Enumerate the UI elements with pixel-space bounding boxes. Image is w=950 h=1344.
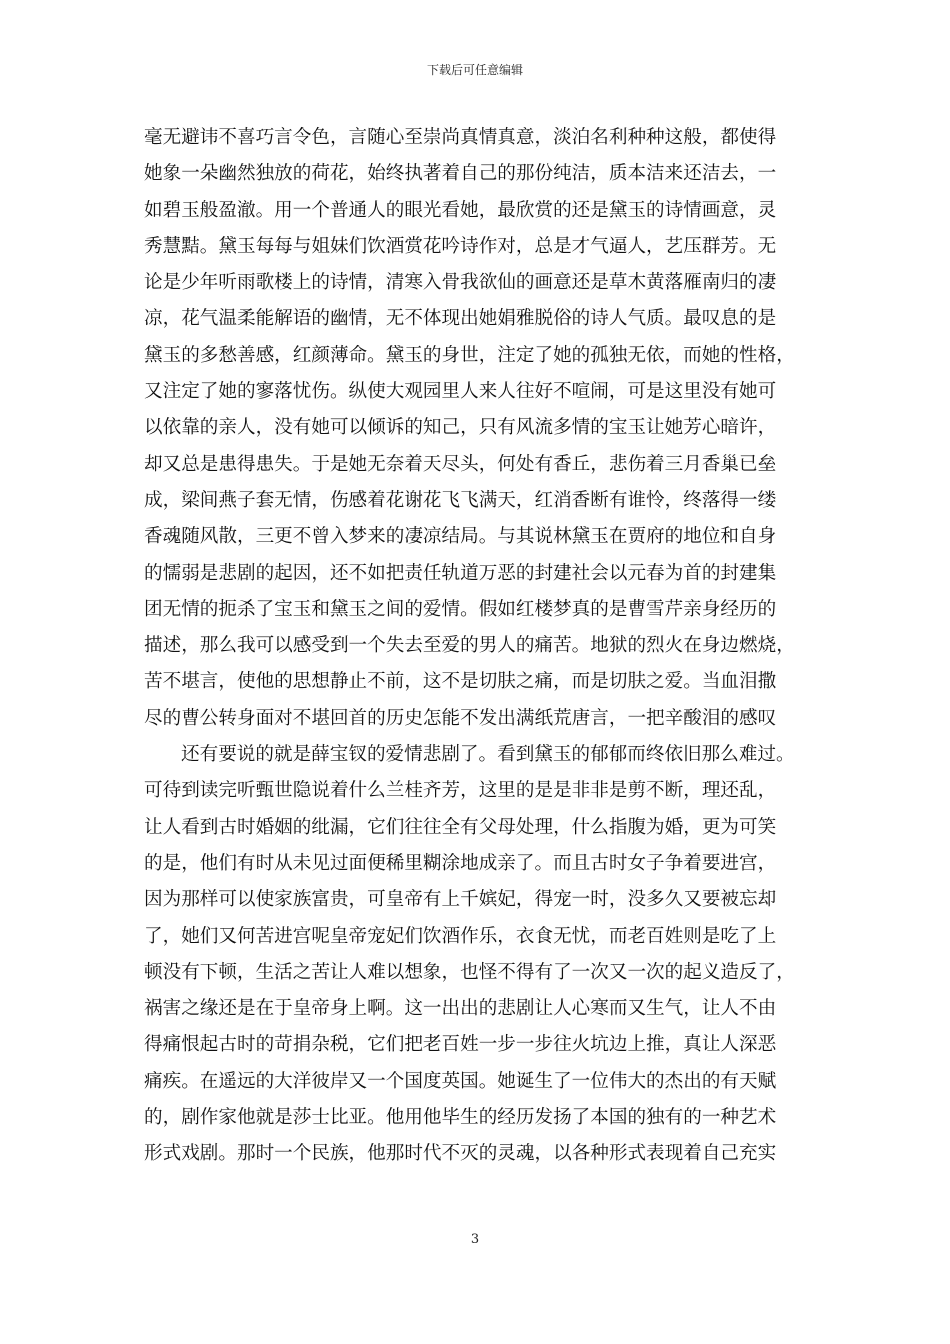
text-line: 尽的曹公转身面对不堪回首的历史怎能不发出满纸荒唐言，一把辛酸泪的感叹 [144,707,777,729]
text-line: 团无情的扼杀了宝玉和黛玉之间的爱情。假如红楼梦真的是曹雪芹亲身经历的 [144,598,777,620]
text-line: 苦不堪言，使他的思想静止不前，这不是切肤之痛，而是切肤之爱。当血泪撒 [144,671,777,693]
text-line: 以依靠的亲人，没有她可以倾诉的知己，只有风流多情的宝玉让她芳心暗许， [144,417,777,439]
text-line: 香魂随风散，三更不曾入梦来的凄凉结局。与其说林黛玉在贾府的地位和自身 [144,526,777,548]
text-line: 又注定了她的寥落忧伤。纵使大观园里人来人往好不喧闹，可是这里没有她可 [144,381,777,403]
page-header: 下载后可任意编辑 [426,63,523,77]
text-line: 可待到读完听甄世隐说着什么兰桂齐芳，这里的是是非非是剪不断，理还乱， [144,780,777,802]
text-line: 祸害之缘还是在于皇帝身上啊。这一出出的悲剧让人心寒而又生气，让人不由 [144,998,777,1020]
text-line: 了，她们又何苦进宫呢皇帝宠妃们饮酒作乐，衣食无忧，而老百姓则是吃了上 [144,925,777,947]
text-line: 痛疾。在遥远的大洋彼岸又一个国度英国。她诞生了一位伟大的杰出的有天赋 [144,1070,777,1092]
paragraph-first-line: 还有要说的就是薛宝钗的爱情悲剧了。看到黛玉的郁郁而终依旧那么难过。 [181,744,795,766]
text-line: 得痛恨起古时的苛捐杂税，它们把老百姓一步一步往火坑边上推，真让人深恶 [144,1034,777,1056]
document-body [144,120,808,1173]
text-line: 的懦弱是悲剧的起因，还不如把责任轨道万恶的封建社会以元春为首的封建集 [144,562,777,584]
text-line: 却又总是患得患失。于是她无奈着天尽头，何处有香丘，悲伤着三月香巢已垒 [144,453,777,475]
text-line: 她象一朵幽然独放的荷花，始终执著着自己的那份纯洁，质本洁来还洁去，一 [144,163,777,185]
text-line: 因为那样可以使家族富贵，可皇帝有上千嫔妃，得宠一时，没多久又要被忘却 [144,889,777,911]
text-line: 的是，他们有时从未见过面便稀里糊涂地成亲了。而且古时女子争着要进宫， [144,852,777,874]
text-line: 顿没有下顿，生活之苦让人难以想象，也怪不得有了一次又一次的起义造反了， [144,961,795,983]
text-line: 让人看到古时婚姻的纰漏，它们往往全有父母处理，什么指腹为婚，更为可笑 [144,816,777,838]
text-line: 形式戏剧。那时一个民族，他那时代不灭的灵魂，以各种形式表现着自己充实 [144,1143,777,1165]
text-line: 论是少年听雨歌楼上的诗情，清寒入骨我欲仙的画意还是草木黄落雁南归的凄 [144,272,777,294]
text-line: 成，梁间燕子套无情，伤感着花谢花飞飞满天，红消香断有谁怜，终落得一缕 [144,489,777,511]
text-line: 黛玉的多愁善感，红颜薄命。黛玉的身世，注定了她的孤独无依，而她的性格， [144,344,795,366]
page-number: 3 [470,1232,480,1247]
text-line: 秀慧黠。黛玉每每与姐妹们饮酒赏花吟诗作对，总是才气逼人，艺压群芳。无 [144,235,777,257]
text-line: 描述，那么我可以感受到一个失去至爱的男人的痛苦。地狱的烈火在身边燃烧， [144,635,795,657]
text-line: 的，剧作家他就是莎士比亚。他用他毕生的经历发扬了本国的独有的一种艺术 [144,1107,777,1129]
text-line: 如碧玉般盈澈。用一个普通人的眼光看她，最欣赏的还是黛玉的诗情画意，灵 [144,199,777,221]
text-line: 凉，花气温柔能解语的幽情，无不体现出她娟雅脱俗的诗人气质。最叹息的是 [144,308,777,330]
text-line: 毫无避讳不喜巧言令色，言随心至崇尚真情真意，淡泊名利种种这般，都使得 [144,127,777,148]
